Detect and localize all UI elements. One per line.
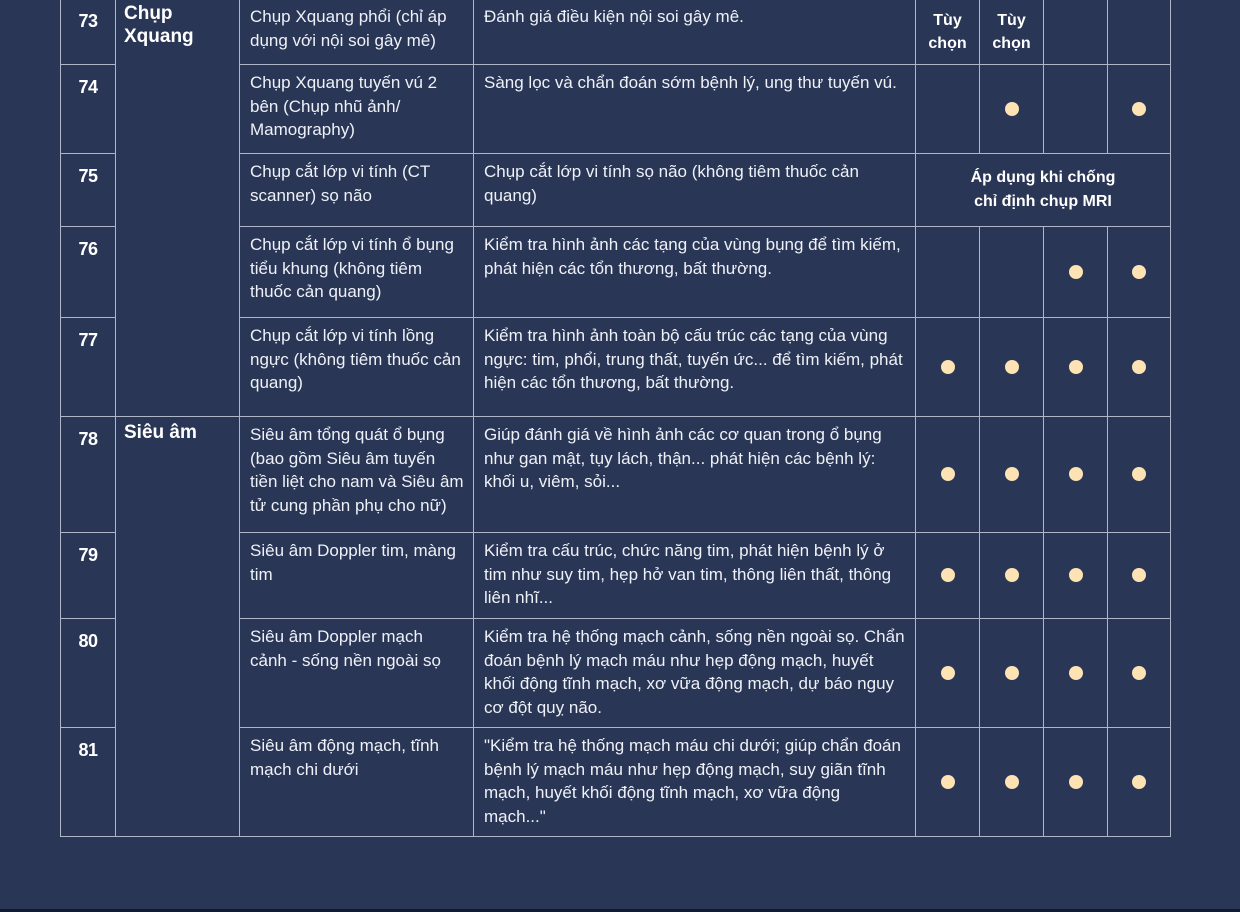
service-description: Kiểm tra cấu trúc, chức năng tim, phát hiện bệnh lý ở tim như suy tim, hẹp hở van tim, thông liên thất, thông liên nhĩ... [474,533,916,619]
service-description: Giúp đánh giá về hình ảnh các cơ quan trong ổ bụng như gan mật, tụy lách, thận... phát hiện các bệnh lý: khối u, viêm, sỏi... [474,417,916,533]
package-3-cell [1044,0,1108,65]
included-dot-icon [1132,666,1146,680]
service-name: Chụp Xquang phổi (chỉ áp dụng với nội soi gây mê) [240,0,474,65]
service-description: "Kiểm tra hệ thống mạch máu chi dưới; giúp chẩn đoán bệnh lý mạch máu như hẹp động mạch, suy giãn tĩnh mạch, huyết khối động tĩnh mạch, xơ vữa động mạch..." [474,728,916,837]
package-1-cell [916,318,980,417]
note-text: Áp dụng khi chống chỉ định chụp MRI [970,169,1116,210]
row-number: 77 [61,318,116,417]
included-dot-icon [1005,775,1019,789]
optional-label: Tùy chọn [928,11,967,52]
service-description: Kiểm tra hình ảnh các tạng của vùng bụng để tìm kiếm, phát hiện các tổn thương, bất thường. [474,227,916,318]
service-description: Kiểm tra hệ thống mạch cảnh, sống nền ngoài sọ. Chẩn đoán bệnh lý mạch máu như hẹp động mạch, huyết khối động tĩnh mạch, xơ vữa động mạch, dự báo nguy cơ đột quỵ não. [474,619,916,728]
row-number: 76 [61,227,116,318]
package-3-cell [1044,533,1108,619]
package-4-cell [1108,318,1171,417]
optional-label: Tùy chọn [992,11,1031,52]
table-row [61,0,1171,65]
service-name: Siêu âm Doppler mạch cảnh - sống nền ngoài sọ [240,619,474,728]
package-2-cell [980,65,1044,154]
package-2-cell [980,533,1044,619]
package-3-cell [1044,619,1108,728]
package-1-cell [916,227,980,318]
included-dot-icon [941,775,955,789]
service-description: Đánh giá điều kiện nội soi gây mê. [474,0,916,65]
package-4-cell [1108,728,1171,837]
package-1-cell [916,728,980,837]
package-3-cell [1044,318,1108,417]
included-dot-icon [1005,568,1019,582]
included-dot-icon [1069,467,1083,481]
service-name: Chụp cắt lớp vi tính ổ bụng tiểu khung (không tiêm thuốc cản quang) [240,227,474,318]
service-description: Sàng lọc và chẩn đoán sớm bệnh lý, ung thư tuyến vú. [474,65,916,154]
row-number: 80 [61,619,116,728]
package-1-cell [916,0,980,65]
service-name: Chụp cắt lớp vi tính (CT scanner) sọ não [240,154,474,227]
included-dot-icon [1069,360,1083,374]
included-dot-icon [941,666,955,680]
row-number: 79 [61,533,116,619]
included-dot-icon [1132,568,1146,582]
package-4-cell [1108,417,1171,533]
service-description: Kiểm tra hình ảnh toàn bộ cấu trúc các tạng của vùng ngực: tim, phổi, trung thất, tuyến ức... để tìm kiếm, phát hiện các tổn thương, bất thường. [474,318,916,417]
package-4-cell [1108,65,1171,154]
mri-contraindication-note [916,154,1171,227]
package-1-cell [916,619,980,728]
included-dot-icon [1132,265,1146,279]
package-3-cell [1044,227,1108,318]
service-table [60,0,1171,837]
category-xquang: Chụp Xquang [116,0,240,417]
package-1-cell [916,65,980,154]
row-number: 81 [61,728,116,837]
package-3-cell [1044,728,1108,837]
included-dot-icon [1005,360,1019,374]
package-2-cell [980,619,1044,728]
row-number: 73 [61,0,116,65]
included-dot-icon [941,360,955,374]
service-name: Siêu âm động mạch, tĩnh mạch chi dưới [240,728,474,837]
package-2-cell [980,417,1044,533]
package-4-cell [1108,227,1171,318]
package-2-cell [980,728,1044,837]
package-2-cell [980,318,1044,417]
package-4-cell [1108,619,1171,728]
package-3-cell [1044,417,1108,533]
package-3-cell [1044,65,1108,154]
included-dot-icon [1132,360,1146,374]
category-sieu-am: Siêu âm [116,417,240,837]
row-number: 75 [61,154,116,227]
included-dot-icon [1132,102,1146,116]
service-name: Chụp cắt lớp vi tính lồng ngực (không tiêm thuốc cản quang) [240,318,474,417]
row-number: 74 [61,65,116,154]
row-number: 78 [61,417,116,533]
included-dot-icon [1069,265,1083,279]
package-4-cell [1108,0,1171,65]
included-dot-icon [1005,666,1019,680]
package-2-cell [980,227,1044,318]
included-dot-icon [941,568,955,582]
service-description: Chụp cắt lớp vi tính sọ não (không tiêm thuốc cản quang) [474,154,916,227]
included-dot-icon [1005,102,1019,116]
included-dot-icon [1132,775,1146,789]
included-dot-icon [1132,467,1146,481]
included-dot-icon [1069,568,1083,582]
package-1-cell [916,533,980,619]
service-name: Siêu âm tổng quát ổ bụng (bao gồm Siêu âm tuyến tiền liệt cho nam và Siêu âm tử cung phần phụ cho nữ) [240,417,474,533]
service-name: Chụp Xquang tuyến vú 2 bên (Chụp nhũ ảnh/ Mamography) [240,65,474,154]
service-name: Siêu âm Doppler tim, màng tim [240,533,474,619]
included-dot-icon [941,467,955,481]
package-1-cell [916,417,980,533]
package-2-cell [980,0,1044,65]
table-row [61,417,1171,533]
included-dot-icon [1069,666,1083,680]
included-dot-icon [1005,467,1019,481]
included-dot-icon [1069,775,1083,789]
package-4-cell [1108,533,1171,619]
